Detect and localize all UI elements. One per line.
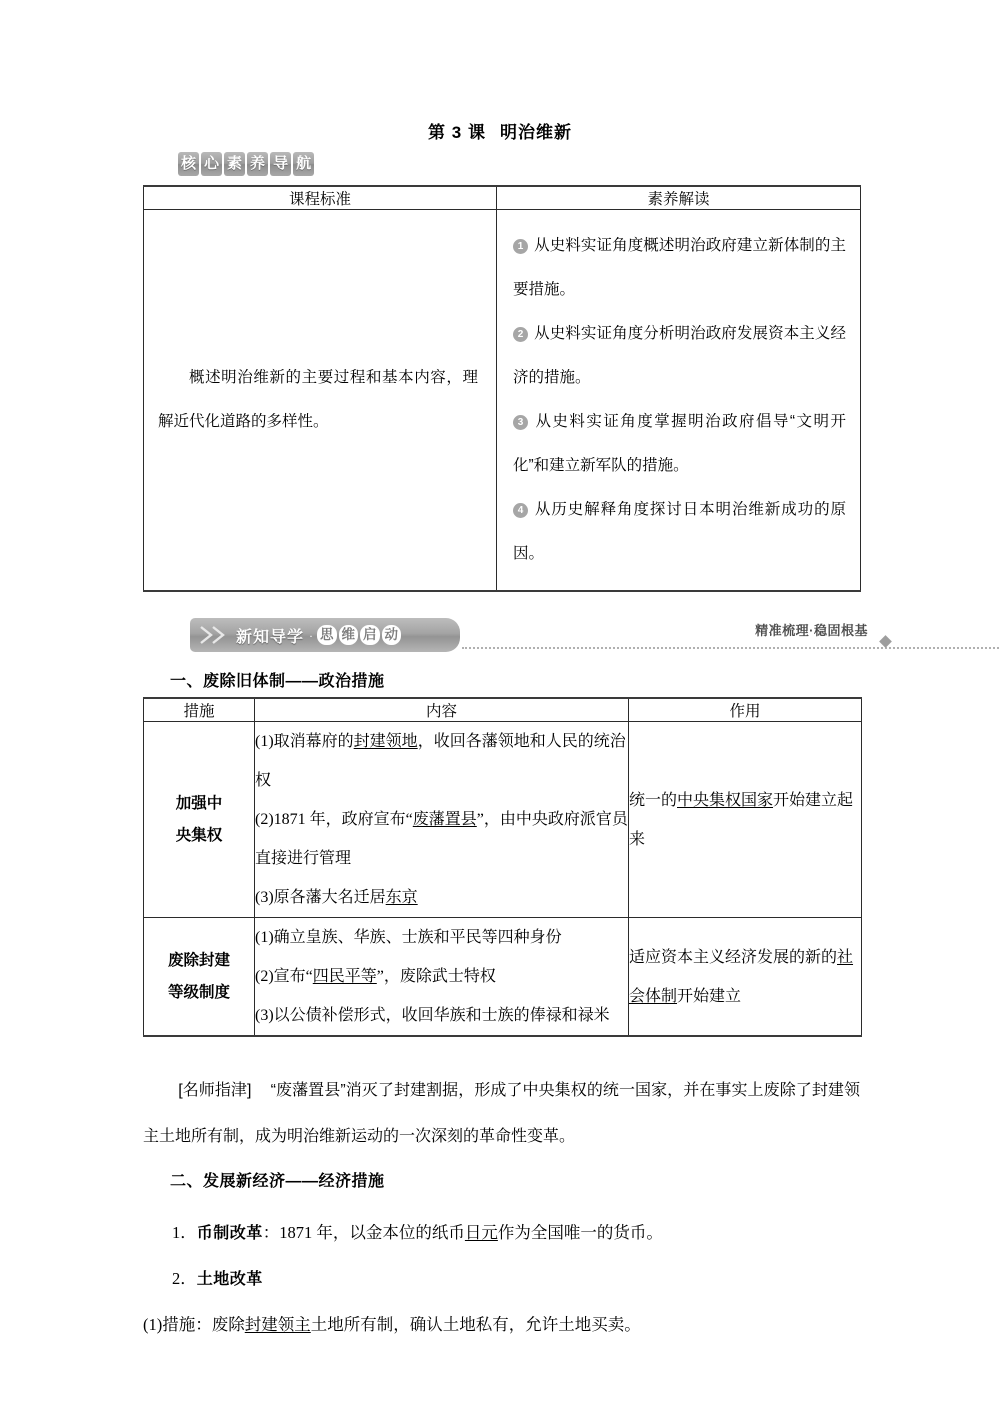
list-item (255, 878, 628, 917)
text-run: 适应资本主义经济发展的新的 (629, 948, 838, 966)
keyword-underlined: 日元 (464, 1223, 498, 1242)
circled-number-icon: 2 (513, 327, 528, 342)
table-row (144, 210, 861, 592)
table-header-row (144, 698, 862, 722)
badge-char: 心 (201, 152, 222, 176)
land-reform-measure (143, 1302, 860, 1348)
banner-title: 新知导学 (236, 628, 305, 646)
text-run: 原各藩大名迁居 (273, 889, 386, 906)
column-header-course-standard: 课程标准 (144, 186, 497, 210)
section-banner (190, 618, 890, 652)
measure-label-line: 废除封建 (167, 951, 230, 969)
core-literacy-heading (178, 152, 316, 176)
keyword-underlined: 中央集权国家 (677, 791, 774, 809)
content-cell (255, 722, 629, 918)
keyword-underlined: 废藩置县 (412, 811, 477, 828)
list-item (255, 957, 628, 996)
text-run: ，收回各藩领地和人民的统治权 (255, 733, 626, 789)
effect-text (629, 938, 861, 1016)
measure-label-line: 央集权 (175, 826, 223, 844)
effect-cell (629, 722, 862, 918)
section-two-heading: 二、发展新经济——经济措施 (170, 1173, 385, 1190)
effect-text (629, 781, 861, 859)
badge-char: 素 (224, 152, 245, 176)
double-chevron-right-icon (198, 624, 232, 646)
land-reform-item (172, 1256, 872, 1303)
list-item-text: 从史料实证角度掌握明治政府倡导“文明开化”和建立新军队的措施。 (513, 413, 846, 474)
text-run: 统一的 (629, 791, 678, 809)
text-run: 开始建立起来 (629, 791, 854, 848)
list-item-label: (2) (255, 968, 274, 985)
literacy-cell (497, 210, 861, 592)
political-measures-table (143, 697, 862, 1037)
list-item-label: (3) (255, 1007, 274, 1024)
table-header-row (144, 186, 861, 210)
lesson-name: 明治维新 (499, 123, 572, 142)
list-item (513, 224, 846, 312)
item-title: 土地改革 (196, 1271, 263, 1288)
content-list (255, 918, 628, 1035)
text-run: 作为全国唯一的货币。 (497, 1223, 663, 1242)
badge-char: 导 (270, 152, 291, 176)
text-run: ”，废除武士特权 (376, 968, 496, 985)
banner-right-note: 精准梳理·稳固根基 (755, 623, 868, 638)
text-run: 1871 年，政府宣布“ (273, 811, 413, 828)
list-item (513, 488, 846, 576)
table-row (144, 722, 862, 918)
list-item (255, 722, 628, 800)
currency-reform-item (172, 1210, 872, 1257)
lesson-number: 第 3 课 (428, 123, 486, 142)
keyword-underlined: 社会体制 (629, 948, 854, 1005)
content-cell (255, 918, 629, 1037)
measure-label (144, 945, 254, 1009)
standards-table (143, 185, 861, 592)
list-item (513, 400, 846, 488)
measure-cell (144, 722, 255, 918)
column-header-literacy: 素养解读 (497, 186, 861, 210)
measure-label (144, 788, 254, 852)
list-item (513, 312, 846, 400)
course-standard-text: 概述明治维新的主要过程和基本内容，理解近代化道路的多样性。 (158, 369, 478, 430)
measure-body (212, 1315, 641, 1334)
badge-char: 养 (247, 152, 268, 176)
list-item-text: 从史料实证角度概述明治政府建立新体制的主要措施。 (513, 237, 846, 298)
list-item (255, 918, 628, 957)
effect-cell (629, 918, 862, 1037)
circled-number-icon: 1 (513, 239, 528, 254)
measure-label-line: 等级制度 (167, 983, 230, 1001)
list-item (255, 800, 628, 878)
text-run: 土地所有制，确认土地私有，允许土地买卖。 (310, 1315, 641, 1334)
banner-badge-char: 启 (360, 625, 380, 645)
text-run: 开始建立 (677, 987, 742, 1005)
keyword-underlined: 东京 (385, 889, 418, 906)
teacher-tip-text: “废藩置县”消灭了封建割据，形成了中央集权的统一国家，并在事实上废除了封建领主土地所有制，成为明治维新运动的一次深刻的革命性变革。 (143, 1082, 860, 1145)
banner-separator: · (309, 628, 314, 643)
keyword-underlined: 封建领主 (244, 1315, 311, 1334)
banner-bar (190, 618, 460, 652)
item-colon: ： (262, 1223, 280, 1242)
badge-char: 核 (178, 152, 199, 176)
item-body (279, 1223, 663, 1242)
measure-cell (144, 918, 255, 1037)
course-standard-cell (144, 210, 497, 592)
list-item (255, 996, 628, 1035)
teacher-tip-paragraph (143, 1068, 860, 1160)
banner-badge-char: 维 (339, 625, 359, 645)
text-run: 废除 (211, 1315, 245, 1334)
measure-label-line: 加强中 (175, 794, 223, 812)
text-run: 取消幕府的 (273, 733, 354, 750)
text-run: 宣布“ (273, 968, 313, 985)
circled-number-icon: 3 (513, 415, 528, 430)
item-number: 1． (172, 1223, 197, 1242)
column-header-measure: 措施 (144, 698, 255, 722)
banner-badge-char: 思 (317, 625, 337, 645)
list-item-label: (3) (255, 889, 274, 906)
list-item-text: 从历史解释角度探讨日本明治维新成功的原因。 (513, 501, 846, 562)
column-header-effect: 作用 (629, 698, 862, 722)
diamond-icon (879, 635, 892, 648)
text-run: 确立皇族、华族、士族和平民等四种身份 (273, 929, 562, 946)
content-list (255, 722, 628, 917)
list-item-label: (1) (255, 929, 274, 946)
list-item-label: (1) (255, 733, 274, 750)
column-header-content: 内容 (255, 698, 629, 722)
item-number: 2． (172, 1269, 197, 1288)
section-one-heading: 一、废除旧体制——政治措施 (170, 673, 385, 690)
banner-badge-char: 动 (382, 625, 402, 645)
text-run: ”，由中央政府派官员直接进行管理 (255, 811, 628, 867)
text-run: 以公债补偿形式，收回华族和士族的俸禄和禄米 (273, 1007, 610, 1024)
badge-char: 航 (293, 152, 314, 176)
keyword-underlined: 封建领地 (353, 733, 418, 750)
measure-label-inline: (1)措施： (143, 1315, 212, 1334)
page-title (0, 118, 1000, 143)
item-title: 币制改革 (196, 1225, 263, 1242)
literacy-list (497, 210, 860, 590)
teacher-tip-label: [名师指津] (178, 1082, 252, 1099)
banner-dotted-rule (462, 647, 1000, 649)
keyword-underlined: 四民平等 (312, 968, 377, 985)
circled-number-icon: 4 (513, 503, 528, 518)
list-item-label: (2) (255, 811, 274, 828)
text-run: 1871 年，以金本位的纸币 (279, 1223, 465, 1242)
table-row (144, 918, 862, 1037)
list-item-text: 从史料实证角度分析明治政府发展资本主义经济的措施。 (513, 325, 846, 386)
